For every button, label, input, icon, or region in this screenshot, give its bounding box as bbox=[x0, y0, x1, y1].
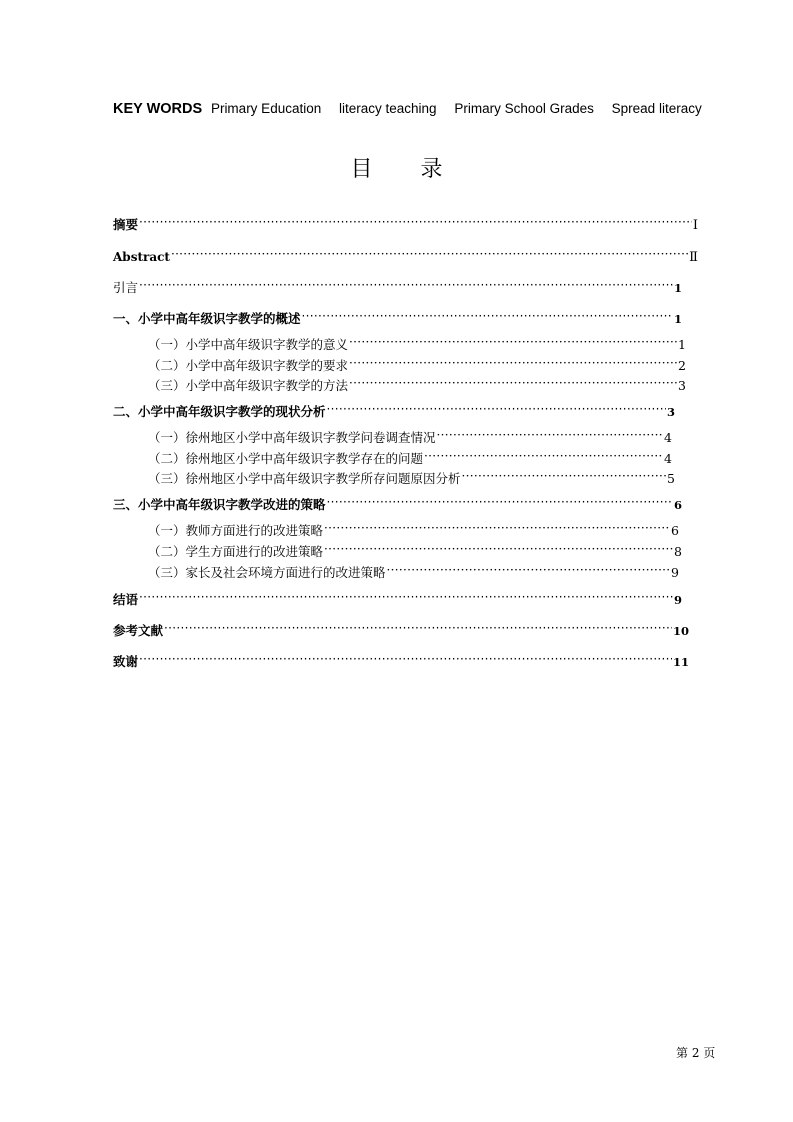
toc-entry-label: （一）教师方面进行的改进策略 bbox=[148, 523, 324, 538]
toc-entry-label: 结语 bbox=[113, 592, 139, 607]
dot-leader bbox=[139, 280, 673, 292]
toc-entry-page: 11 bbox=[672, 655, 689, 669]
toc-entry-chapter-1[interactable] bbox=[113, 311, 682, 327]
toc-entry-chapter-3[interactable] bbox=[113, 497, 682, 513]
toc-entry-abstract-cn[interactable] bbox=[113, 217, 698, 233]
toc-entry-1-1[interactable] bbox=[148, 337, 686, 353]
dot-leader bbox=[302, 311, 673, 323]
toc-entry-label: （三）小学中高年级识字教学的方法 bbox=[148, 378, 349, 393]
toc-title-char: 录 bbox=[420, 157, 443, 182]
toc-entry-page: 4 bbox=[664, 451, 672, 466]
toc-entry-page: 9 bbox=[671, 565, 679, 580]
toc-entry-page: 6 bbox=[673, 498, 682, 512]
dot-leader bbox=[139, 592, 673, 604]
toc-entry-2-2[interactable] bbox=[148, 451, 672, 467]
toc-entry-3-3[interactable] bbox=[148, 565, 679, 581]
toc-entry-page: 3 bbox=[666, 405, 675, 419]
dot-leader bbox=[349, 378, 677, 390]
toc-entry-label: （二）徐州地区小学中高年级识字教学存在的问题 bbox=[148, 451, 424, 466]
page-number-footer: 第 2 页 bbox=[676, 1046, 716, 1060]
toc-entry-label: （一）徐州地区小学中高年级识字教学问卷调查情况 bbox=[148, 430, 436, 445]
toc-entry-label: （二）小学中高年级识字教学的要求 bbox=[148, 358, 349, 373]
toc-entry-abstract-en[interactable] bbox=[113, 249, 698, 265]
dot-leader bbox=[387, 565, 671, 577]
toc-title-char: 目 bbox=[350, 157, 373, 182]
toc-entry-page: 6 bbox=[671, 523, 679, 538]
toc-entry-page: Ⅱ bbox=[689, 250, 698, 265]
keyword-item: Primary School Grades bbox=[454, 101, 594, 116]
toc-entry-label: 三、小学中高年级识字教学改进的策略 bbox=[113, 497, 326, 512]
dot-leader bbox=[349, 337, 677, 349]
toc-entry-page: Ⅰ bbox=[692, 218, 698, 233]
toc-entry-intro[interactable] bbox=[113, 280, 682, 296]
toc-entry-label: （一）小学中高年级识字教学的意义 bbox=[148, 337, 349, 352]
toc-entry-label: 引言 bbox=[113, 280, 139, 295]
dot-leader bbox=[327, 497, 673, 509]
keywords-label: KEY WORDS bbox=[113, 101, 203, 117]
dot-leader bbox=[164, 623, 672, 635]
dot-leader bbox=[437, 430, 664, 442]
toc-entry-2-3[interactable] bbox=[148, 471, 675, 487]
dot-leader bbox=[462, 471, 667, 483]
dot-leader bbox=[324, 544, 673, 556]
dot-leader bbox=[424, 451, 663, 463]
dot-leader bbox=[139, 654, 672, 666]
toc-entry-label: Abstract bbox=[113, 250, 170, 264]
keyword-item: Spread literacy bbox=[611, 101, 702, 116]
toc-entry-page: 1 bbox=[673, 312, 682, 326]
toc-entry-label: （三）家长及社会环境方面进行的改进策略 bbox=[148, 565, 386, 580]
toc-entry-page: 2 bbox=[678, 358, 686, 373]
toc-entry-acknowledgements[interactable] bbox=[113, 654, 689, 670]
dot-leader bbox=[324, 523, 670, 535]
toc-entry-page: 8 bbox=[674, 544, 682, 559]
toc-entry-page: 3 bbox=[678, 378, 686, 393]
keywords-line bbox=[113, 101, 753, 117]
toc-entry-page: 9 bbox=[673, 593, 682, 607]
toc-entry-conclusion[interactable] bbox=[113, 592, 682, 608]
toc-entry-3-1[interactable] bbox=[148, 523, 679, 539]
dot-leader bbox=[171, 249, 688, 261]
toc-entry-3-2[interactable] bbox=[148, 544, 682, 560]
dot-leader bbox=[327, 404, 666, 416]
toc-entry-chapter-2[interactable] bbox=[113, 404, 675, 420]
toc-title bbox=[0, 152, 793, 183]
toc-entry-page: 1 bbox=[678, 337, 686, 352]
dot-leader bbox=[349, 358, 677, 370]
toc-entry-label: 摘要 bbox=[113, 217, 139, 232]
keyword-item: literacy teaching bbox=[339, 101, 437, 116]
toc-entry-label: 二、小学中高年级识字教学的现状分析 bbox=[113, 404, 326, 419]
toc-entry-label: 致谢 bbox=[113, 654, 139, 669]
toc-entry-label: （三）徐州地区小学中高年级识字教学所存问题原因分析 bbox=[148, 471, 461, 486]
toc-entry-1-3[interactable] bbox=[148, 378, 686, 394]
toc-entry-page: 1 bbox=[673, 281, 682, 295]
toc-entry-label: 参考文献 bbox=[113, 623, 164, 638]
keyword-item: Primary Education bbox=[210, 101, 322, 116]
toc-entry-page: 4 bbox=[664, 430, 672, 445]
toc-entry-references[interactable] bbox=[113, 623, 689, 639]
toc-entry-2-1[interactable] bbox=[148, 430, 672, 446]
toc-entry-label: （二）学生方面进行的改进策略 bbox=[148, 544, 324, 559]
dot-leader bbox=[139, 217, 692, 229]
toc-entry-page: 5 bbox=[667, 471, 675, 486]
toc-entry-label: 一、小学中高年级识字教学的概述 bbox=[113, 311, 301, 326]
toc-entry-1-2[interactable] bbox=[148, 358, 686, 374]
toc-entry-page: 10 bbox=[672, 624, 689, 638]
